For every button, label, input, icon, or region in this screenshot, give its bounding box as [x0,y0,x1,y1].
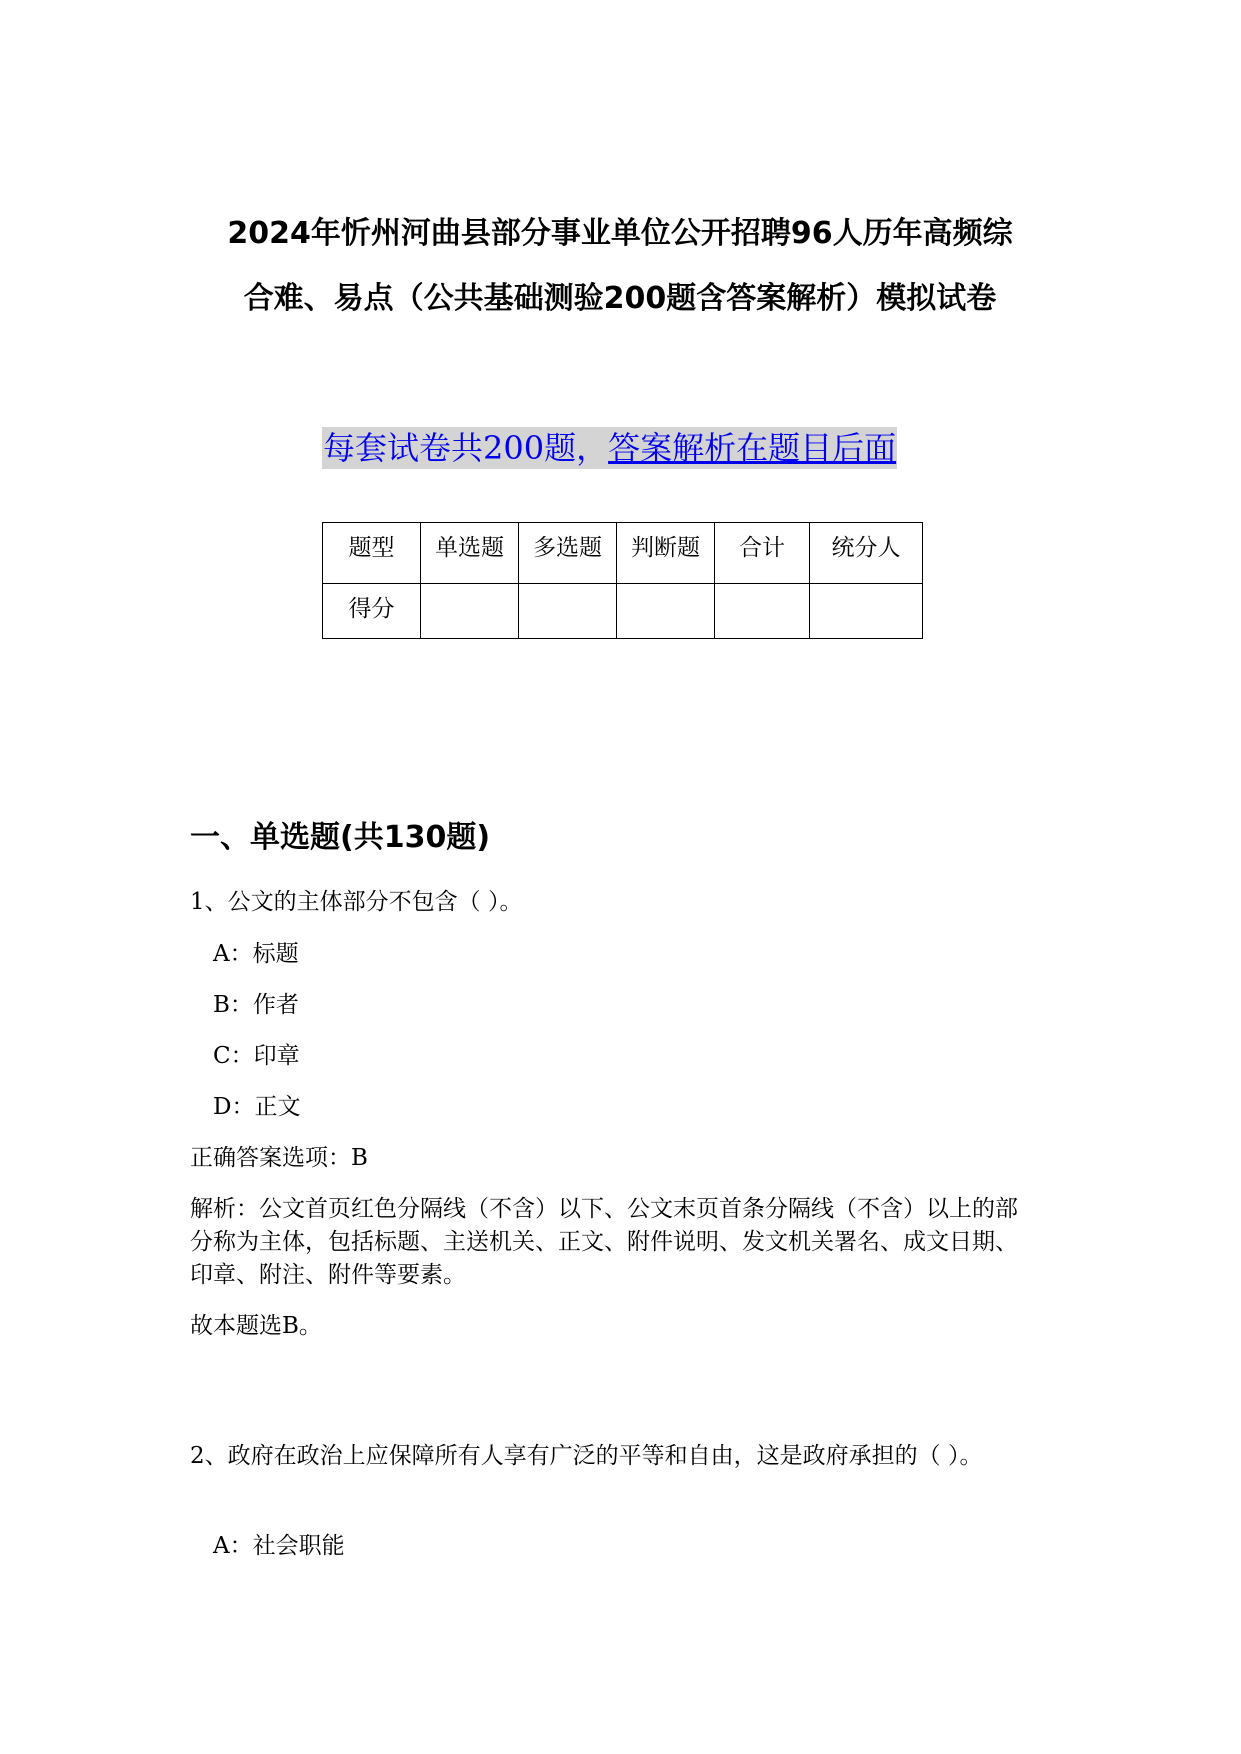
question-1-option-c: C：印章 [213,1043,300,1069]
score-cell-single[interactable] [421,584,519,639]
score-row-label: 得分 [323,584,421,639]
header-cell-judge: 判断题 [617,523,715,584]
answer-link[interactable]: 答案解析在题目后面 [608,429,897,467]
score-table-score-row [323,584,923,639]
question-2-stem: 2、政府在政治上应保障所有人享有广泛的平等和自由，这是政府承担的（ ）。 [190,1443,983,1469]
question-1-conclusion: 故本题选B。 [190,1313,322,1339]
question-1-option-d: D：正文 [213,1094,301,1120]
question-1-stem: 1、公文的主体部分不包含（ ）。 [190,889,523,915]
score-table [322,522,923,639]
question-2-option-a: A：社会职能 [213,1533,345,1559]
subtitle-banner [322,427,897,469]
header-cell-single: 单选题 [421,523,519,584]
score-cell-multiple[interactable] [519,584,617,639]
question-1-answer: 正确答案选项：B [190,1145,368,1171]
score-cell-total[interactable] [715,584,810,639]
section-heading: 一、单选题(共130题) [190,820,491,855]
subtitle-text: 每套试卷共200题， [323,429,609,467]
question-1-option-b: B：作者 [213,992,299,1018]
score-cell-grader[interactable] [810,584,923,639]
document-title-line-1: 2024年忻州河曲县部分事业单位公开招聘96人历年高频综 [227,216,1013,251]
score-table-header-row [323,523,923,584]
question-1-option-a: A：标题 [213,941,299,967]
score-cell-judge[interactable] [617,584,715,639]
header-cell-grader: 统分人 [810,523,923,584]
document-title-line-2: 合难、易点（公共基础测验200题含答案解析）模拟试卷 [243,281,997,316]
header-cell-type: 题型 [323,523,421,584]
header-cell-total: 合计 [715,523,810,584]
header-cell-multiple: 多选题 [519,523,617,584]
question-1-analysis: 解析：公文首页红色分隔线（不含）以下、公文末页首条分隔线（不含）以上的部分称为主体，包括标题、主送机关、正文、附件说明、发文机关署名、成文日期、印章、附注、附件等要素。 [190,1196,1018,1288]
